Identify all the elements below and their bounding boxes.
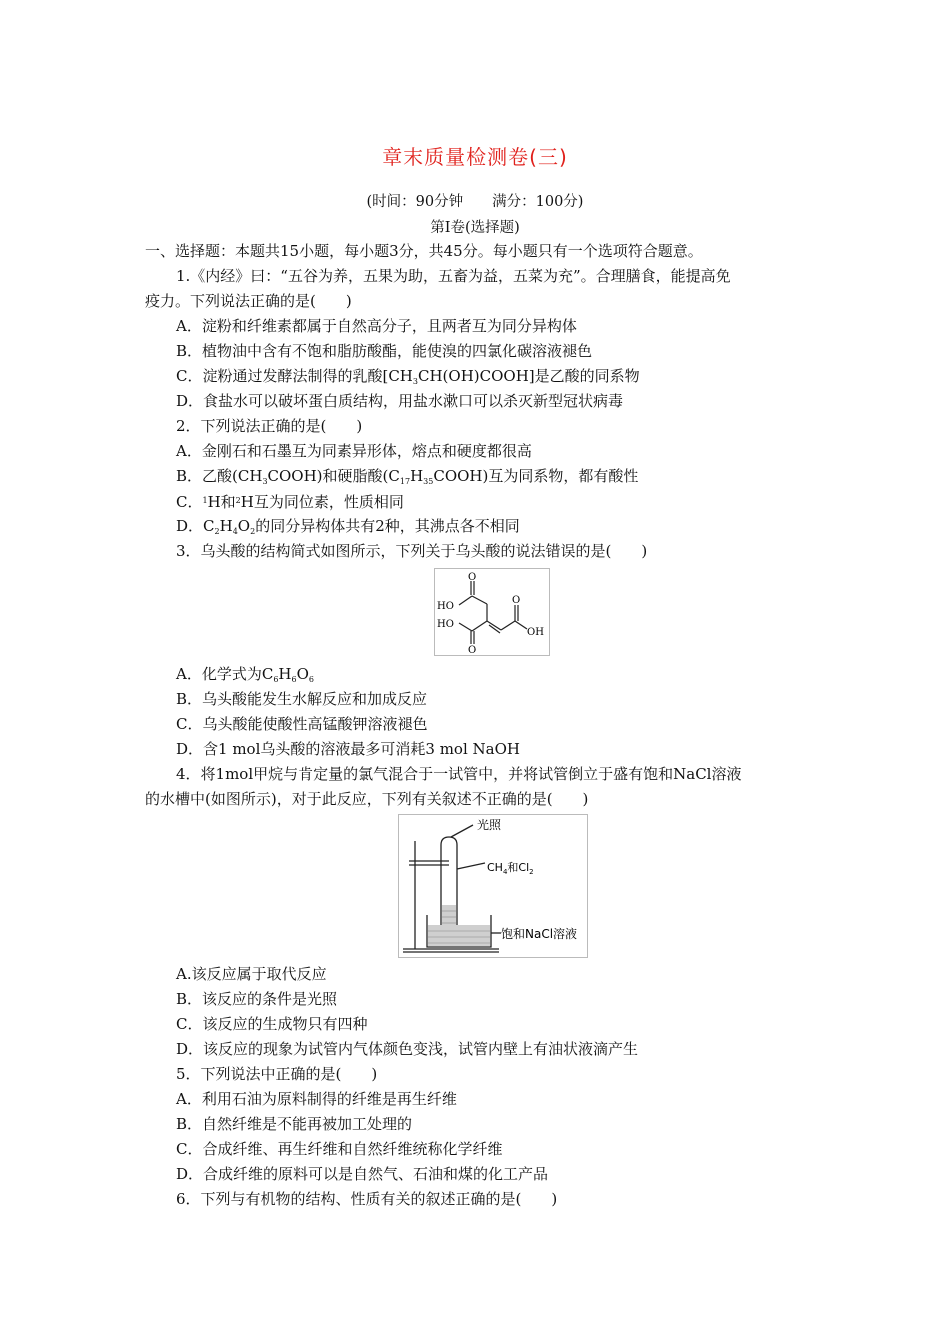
part-title: 第Ⅰ卷(选择题) [430,220,520,236]
q2-option-a: A．金刚石和石墨互为同素异形体，熔点和硬度都很高 [176,442,532,460]
solution-label: 饱和NaCl溶液 [501,927,578,941]
q5-option-d: D．合成纤维的原料可以是自然气、石油和煤的化工产品 [176,1165,549,1183]
q5-option-b: B．自然纤维是不能再被加工处理的 [176,1115,413,1133]
q1-stem-cont: 疫力。下列说法正确的是( ) [145,292,352,310]
apparatus-diagram [399,815,587,957]
light-label: 光照 [477,818,502,832]
structure-label-o-bottom: O [468,645,477,655]
q4-option-c: C．该反应的生成物只有四种 [176,1015,368,1033]
q3-option-d: D．含1 mol乌头酸的溶液最多可消耗3 mol NaOH [176,740,520,758]
q4-stem: 4．将1mol甲烷与肯定量的氯气混合于一试管中，并将试管倒立于盛有饱和NaCl溶液 [176,765,742,783]
q2-stem: 2．下列说法正确的是( ) [176,417,363,435]
q5-stem: 5．下列说法中正确的是( ) [176,1065,378,1083]
q4-option-d: D．该反应的现象为试管内气体颜色变浅，试管内壁上有油状液滴产生 [176,1040,639,1058]
q5-option-c: C．合成纤维、再生纤维和自然纤维统称化学纤维 [176,1140,503,1158]
q6-stem: 6．下列与有机物的结构、性质有关的叙述正确的是( ) [176,1190,558,1208]
structure-label-o-top: O [468,572,477,583]
q1-stem: 1.《内经》曰：“五谷为养，五果为助，五畜为益，五菜为充”。合理膳食，能提高免 [176,267,731,285]
methane-chlorination-apparatus-figure [398,814,588,958]
q1-option-c: C．淀粉通过发酵法制得的乳酸$[CH_3CH(OH)COOH]$是乙酸的同系物 [176,367,640,386]
structure-diagram [435,569,549,655]
q1-option-d: D．食盐水可以破坏蛋白质结构，用盐水漱口可以杀灭新型冠状病毒 [176,392,624,410]
q4-option-a: A.该反应属于取代反应 [176,965,327,983]
aconitic-acid-structure-figure [434,568,550,656]
q2-option-b: B．乙酸$(CH_3COOH)$和硬脂酸$(C_{17}H_{35}COOH)$互为同系物，都有酸性 [176,467,639,486]
structure-label-ho-1: HO [437,601,454,612]
exam-meta: (时间：90分钟 满分：100分) [366,194,584,210]
q2-option-c: C．$^1$H和$^2$H互为同位素，性质相同 [176,493,404,511]
q1-option-a: A．淀粉和纤维素都属于自然高分子，且两者互为同分异构体 [176,317,577,335]
q2-option-d: D．$C_2H_4O_2$的同分异构体共有2种，其沸点各不相同 [176,517,520,536]
structure-label-oh: OH [527,627,544,638]
gas-label: $CH_4$和$Cl_2$ [487,861,534,876]
q3-stem: 3．乌头酸的结构简式如图所示，下列关于乌头酸的说法错误的是( ) [176,542,648,560]
q3-option-c: C．乌头酸能使酸性高锰酸钾溶液褪色 [176,715,428,733]
section-heading: 一、选择题：本题共15小题，每小题3分，共45分。每小题只有一个选项符合题意。 [145,242,703,260]
structure-label-ho-2: HO [437,619,454,630]
q3-option-a: A．化学式为$C_6H_6O_6$ [176,665,314,684]
q4-stem-cont: 的水槽中(如图所示)，对于此反应，下列有关叙述不正确的是( ) [145,790,589,808]
q5-option-a: A．利用石油为原料制得的纤维是再生纤维 [176,1090,457,1108]
q1-option-b: B．植物油中含有不饱和脂肪酸酯，能使溴的四氯化碳溶液褪色 [176,342,593,360]
page-title: 章末质量检测卷(三) [382,145,568,169]
q4-option-b: B．该反应的条件是光照 [176,990,338,1008]
structure-label-o-right: O [512,595,521,606]
q3-option-b: B．乌头酸能发生水解反应和加成反应 [176,690,428,708]
